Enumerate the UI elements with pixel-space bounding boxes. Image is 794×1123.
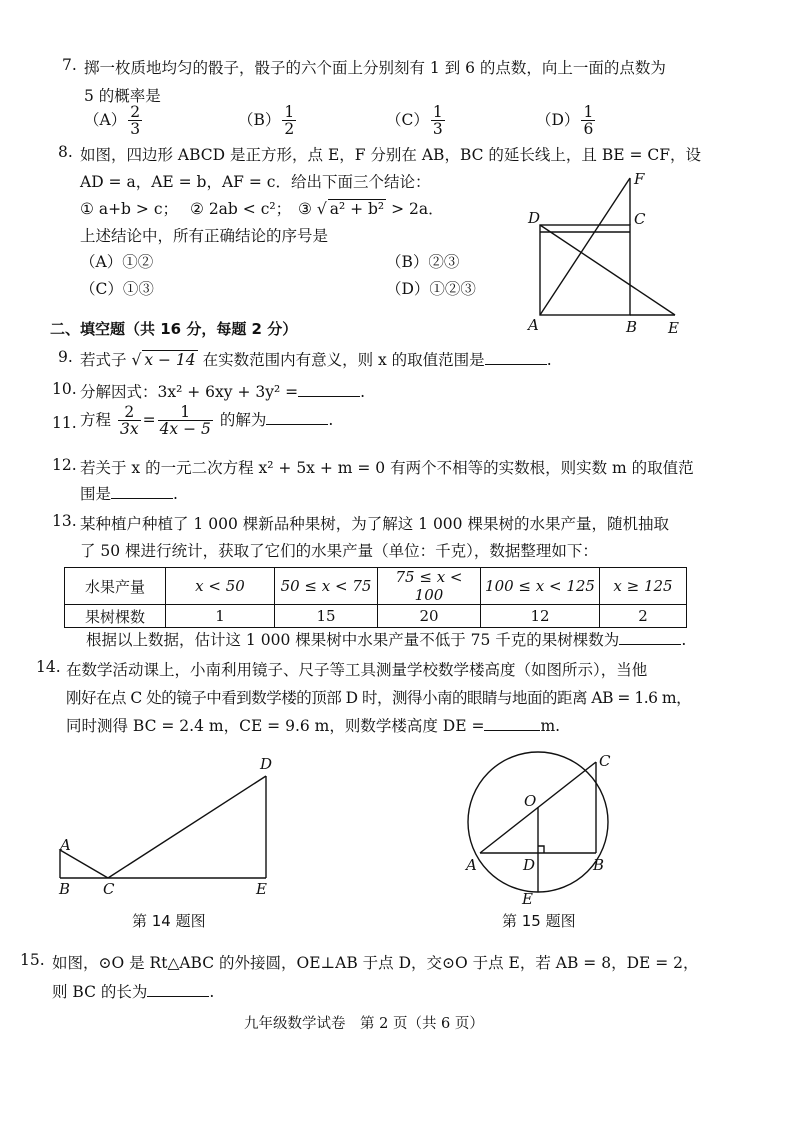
answer-blank[interactable] (484, 716, 540, 731)
q14-line3-text: 同时测得 BC = 2.4 m，CE = 9.6 m，则数学楼高度 DE = (66, 717, 485, 735)
q8-text-line1: 如图，四边形 ABCD 是正方形，点 E，F 分别在 AB，BC 的延长线上，且 BE = CF，设 (80, 146, 702, 164)
label-o: O (524, 792, 537, 810)
label-c: C (103, 880, 115, 898)
segment-cd (108, 776, 266, 878)
q10-text (80, 380, 365, 402)
label-e: E (256, 880, 267, 898)
q11-post: 的解为 (219, 410, 267, 429)
segment-ac (60, 850, 108, 878)
line-de (540, 225, 675, 315)
q14-text-line3 (66, 714, 560, 736)
table-cell: 20 (378, 605, 481, 628)
table-cell: 15 (275, 605, 378, 628)
table-cell: x ≥ 125 (600, 568, 687, 605)
table-cell: 100 ≤ x < 125 (481, 568, 600, 605)
label-d: D (523, 856, 536, 874)
conclusion-3-mark: ③ (298, 200, 312, 218)
numerator: 2 (118, 404, 141, 421)
q14-number: 14. (36, 658, 61, 676)
q15-line2-text: 则 BC 的长为 (52, 983, 148, 1001)
q12-number: 12. (52, 456, 77, 474)
table-cell: 水果产量 (65, 568, 166, 605)
q10-end: . (360, 383, 366, 401)
answer-blank[interactable] (266, 410, 328, 425)
label-d: D (260, 755, 273, 773)
q12-text-line1: 若关于 x 的一元二次方程 x² + 5x + m = 0 有两个不相等的实数根，则实数 m 的取值范 (80, 459, 694, 477)
table-cell: 果树棵数 (65, 605, 166, 628)
denominator: 3 (130, 120, 141, 139)
label-c: C (634, 210, 646, 228)
q13-line3-text: 根据以上数据，估计这 1 000 棵果树中水果产量不低于 75 千克的果树棵数为 (86, 631, 620, 649)
q13-text-line1: 某种植户种植了 1 000 棵新品种果树，为了解这 1 000 棵果树的水果产量，随机抽取 (80, 515, 669, 533)
q8-text-line3: 上述结论中，所有正确结论的序号是 (80, 227, 329, 245)
q12-end: . (173, 485, 178, 503)
conclusion-3-tail: > 2a． (391, 200, 444, 218)
q14-text-line2: 刚好在点 C 处的镜子中看到数学楼的顶部 D 时，测得小南的眼睛与地面的距离 AB = 1.6 m， (66, 689, 692, 707)
label-a: A (528, 316, 539, 334)
q8-number: 8. (58, 143, 73, 161)
q15-text-line1: 如图，⊙O 是 Rt△ABC 的外接圆，OE⊥AB 于点 D，交⊙O 于点 E，若 AB = 8，DE = 2， (52, 954, 699, 972)
table-row (65, 568, 687, 605)
q7-text-line2: 5 的概率是 (84, 87, 161, 105)
answer-blank[interactable] (147, 982, 209, 997)
q13-end: . (681, 631, 687, 649)
numerator: 2 (130, 103, 141, 121)
option-label: （C） (386, 110, 429, 129)
q8-option-b: （B）②③ (386, 253, 460, 271)
q11-text (80, 404, 333, 438)
label-e: E (522, 890, 533, 908)
label-c: C (599, 752, 611, 770)
denominator: 3x (119, 420, 139, 439)
q11-number: 11. (52, 414, 77, 432)
q14-end: m. (540, 717, 561, 735)
table-cell: 1 (166, 605, 275, 628)
label-e: E (668, 319, 679, 337)
table-cell: x < 50 (166, 568, 275, 605)
table-cell: 2 (600, 605, 687, 628)
q8-conclusion-2: ② 2ab < c²； (190, 200, 292, 218)
q8-option-a: （A）①② (80, 253, 154, 271)
answer-blank[interactable] (298, 382, 360, 397)
q12-line2-text: 围是 (80, 485, 112, 503)
answer-blank[interactable] (619, 630, 681, 645)
numerator: 1 (284, 103, 295, 121)
q13-data-table (64, 567, 687, 628)
q11-end: . (328, 410, 334, 429)
label-b: B (593, 856, 605, 874)
label-a: A (60, 836, 71, 854)
equals: = (142, 410, 156, 429)
q11-pre: 方程 (80, 410, 112, 429)
q7-option-b (238, 104, 298, 138)
q7-option-c (386, 104, 447, 138)
q15-number: 15. (20, 951, 45, 969)
label-a: A (466, 856, 477, 874)
table-cell: 75 ≤ x < 100 (378, 568, 481, 605)
right-angle-mark (538, 846, 544, 853)
q8-option-c: （C）①③ (80, 280, 154, 298)
denominator: 4x − 5 (159, 420, 211, 439)
q7-option-a (84, 104, 144, 138)
denominator: 3 (432, 120, 443, 139)
q9-text: 若式子 √ x − 14 在实数范围内有意义，则 x 的取值范围是 . (80, 351, 552, 369)
radicand: a² + b² (329, 200, 385, 218)
section-title: 二、填空题（共 16 分，每题 2 分） (50, 320, 298, 338)
option-label: （D） (536, 110, 580, 129)
q14-caption: 第 14 题图 (132, 912, 206, 930)
q12-text-line2 (80, 482, 178, 504)
q9-end: . (546, 351, 552, 369)
option-label: （A） (84, 110, 127, 129)
q15-text-line2 (52, 980, 214, 1002)
numerator: 1 (158, 404, 213, 421)
q13-text-line3 (86, 628, 686, 650)
answer-blank[interactable] (485, 350, 547, 365)
radicand: x − 14 (144, 351, 196, 369)
label-d: D (528, 209, 541, 227)
q9-pre: 若式子 (80, 351, 127, 369)
fraction (282, 104, 296, 138)
option-label: （B） (238, 110, 281, 129)
q8-figure (520, 168, 690, 343)
label-f: F (634, 170, 645, 188)
q15-figure (456, 740, 631, 910)
fraction-right (158, 404, 213, 438)
label-b: B (59, 880, 71, 898)
q15-caption: 第 15 题图 (502, 912, 576, 930)
fraction-left (118, 404, 141, 438)
line-af (540, 178, 630, 315)
q7-option-d (536, 104, 597, 138)
q13-text-line2: 了 50 棵进行统计，获取了它们的水果产量（单位：千克），数据整理如下： (80, 542, 598, 560)
q13-number: 13. (52, 512, 77, 530)
q8-option-d: （D）①②③ (386, 280, 476, 298)
square-abcd (540, 225, 630, 315)
fraction (581, 104, 595, 138)
answer-blank[interactable] (111, 484, 173, 499)
q8-conclusion-3: ③ √ a² + b² > 2a． (298, 200, 444, 218)
q8-conclusion-1: ① a+b > c； (80, 200, 178, 218)
label-b: B (626, 318, 638, 336)
table-cell: 50 ≤ x < 75 (275, 568, 378, 605)
q10-pre: 分解因式：3x² + 6xy + 3y² = (80, 383, 299, 401)
fraction (128, 104, 142, 138)
q15-end: . (209, 983, 215, 1001)
q9-number: 9. (58, 348, 73, 366)
table-row (65, 605, 687, 628)
q14-text-line1: 在数学活动课上，小南利用镜子、尺子等工具测量学校数学楼高度（如图所示），当他 (66, 661, 648, 679)
denominator: 2 (284, 120, 295, 139)
q7-number: 7. (62, 56, 77, 74)
q10-number: 10. (52, 380, 77, 398)
q8-text-line2: AD = a，AE = b，AF = c．给出下面三个结论： (80, 173, 431, 191)
numerator: 1 (583, 103, 594, 121)
fraction (431, 104, 445, 138)
table-cell: 12 (481, 605, 600, 628)
numerator: 1 (432, 103, 443, 121)
q7-text-line1: 掷一枚质地均匀的骰子，骰子的六个面上分别刻有 1 到 6 的点数，向上一面的点数为 (84, 59, 666, 77)
q9-post: 在实数范围内有意义，则 x 的取值范围是 (202, 351, 485, 369)
page-footer: 九年级数学试卷 第 2 页（共 6 页） (244, 1016, 484, 1032)
denominator: 6 (583, 120, 594, 139)
